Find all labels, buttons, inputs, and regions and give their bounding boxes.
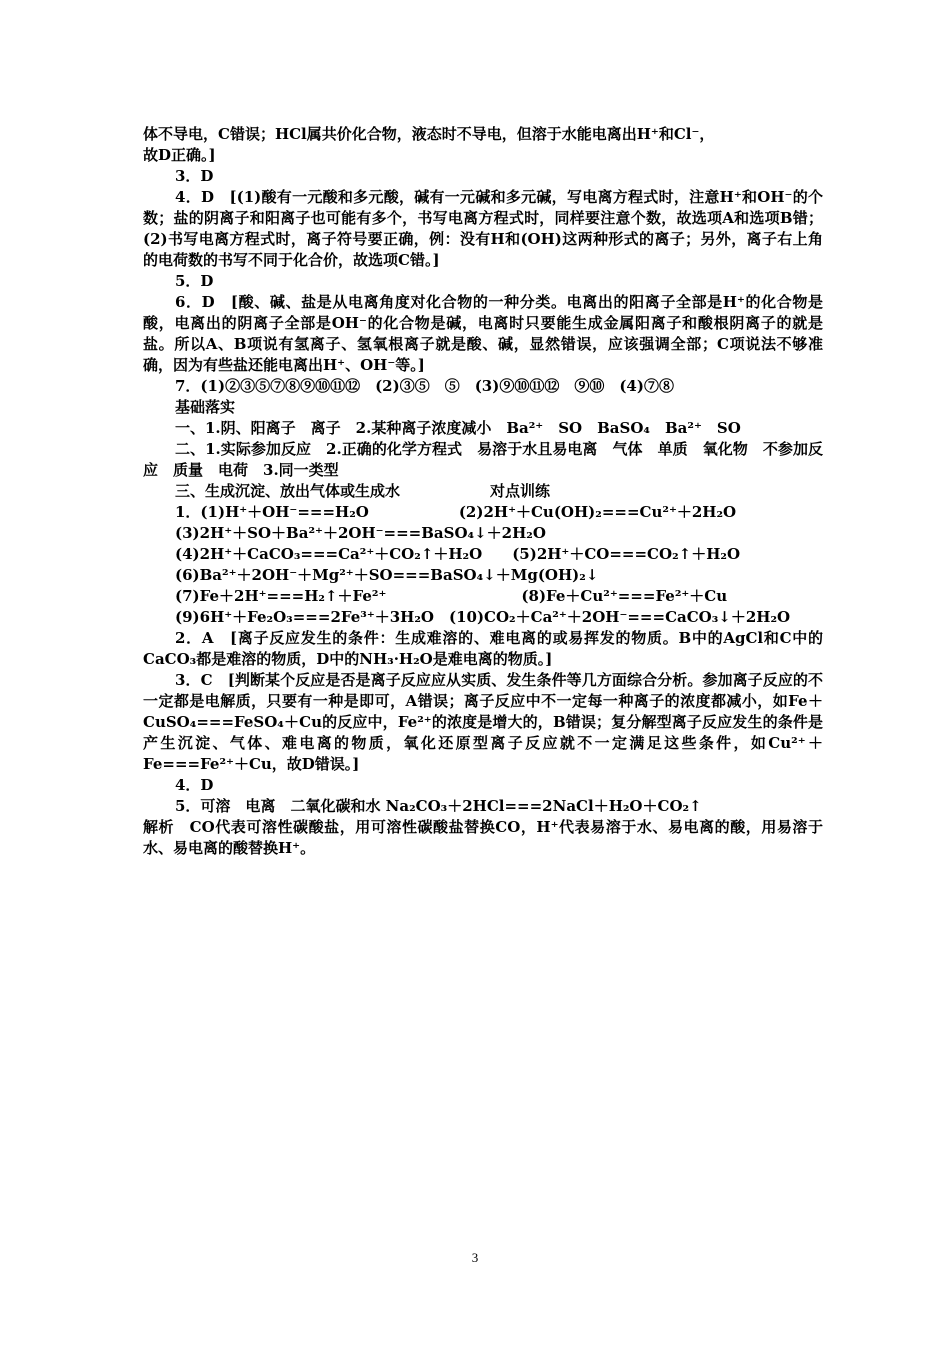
equation-line: (6)Ba²⁺＋2OH⁻＋Mg²⁺＋SO===BaSO₄↓＋Mg(OH)₂↓	[175, 566, 599, 584]
practice-4: 4．D	[175, 776, 214, 794]
equation-line: (9)6H⁺＋Fe₂O₃===2Fe³⁺＋3H₂O (10)CO₂＋Ca²⁺＋2OH⁻===CaCO₃↓＋2H₂O	[175, 608, 791, 626]
practice-5: 5．可溶 电离 二氧化碳和水 Na₂CO₃＋2HCl===2NaCl＋H₂O＋CO₂↑	[175, 797, 702, 815]
practice-2: 2．A [离子反应发生的条件：生成难溶的、难电离的或易挥发的物质。B中的AgCl和C中的CaCO₃都是难溶的物质，D中的NH₃·H₂O是难电离的物质。]	[143, 629, 823, 668]
answer-4: 4．D [(1)酸有一元酸和多元酸，碱有一元碱和多元碱，写电离方程式时，注意H⁺和OH⁻的个数；盐的阴离子和阳离子也可能有多个，书写电离方程式时，同样要注意个数，故选项A和选项B错；(2)书写电离方程式时，离子符号要正确，例：没有H和(OH)这两种形式的离子；另外，离子右上角的电荷数的书写不同于化合价，故选项C错。]	[143, 188, 823, 269]
page-number: 3	[471, 1250, 479, 1265]
text-line: 故D正确。]	[143, 146, 216, 164]
answer-6: 6．D [酸、碱、盐是从电离角度对化合物的一种分类。电离出的阳离子全部是H⁺的化合物是酸，电离出的阴离子全部是OH⁻的化合物是碱，电离时只要能生成金属阳离子和酸根阴离子的就是盐。所以A、B项说有氢离子、氢氧根离子就是酸、碱，显然错误，应该强调全部；C项说法不够准确，因为有些盐还能电离出H⁺、OH⁻等。]	[143, 293, 823, 374]
equation-line: 1．(1)H⁺＋OH⁻===H₂O (2)2H⁺＋Cu(OH)₂===Cu²⁺＋2H₂O	[175, 503, 737, 521]
equation-line: (4)2H⁺＋CaCO₃===Ca²⁺＋CO₂↑＋H₂O (5)2H⁺＋CO===CO₂↑＋H₂O	[175, 545, 741, 563]
answer-text	[143, 124, 823, 859]
answer-3: 3．D	[175, 167, 214, 185]
explanation: 解析 CO代表可溶性碳酸盐，用可溶性碳酸盐替换CO，H⁺代表易溶于水、易电离的酸，用易溶于水、易电离的酸替换H⁺。	[143, 818, 823, 857]
basics-3: 三、生成沉淀、放出气体或生成水 对点训练	[175, 482, 551, 500]
section-heading: 基础落实	[175, 398, 236, 416]
equation-line: (3)2H⁺＋SO＋Ba²⁺＋2OH⁻===BaSO₄↓＋2H₂O	[175, 524, 546, 542]
equation-line: (7)Fe＋2H⁺===H₂↑＋Fe²⁺ (8)Fe＋Cu²⁺===Fe²⁺＋Cu	[175, 587, 728, 605]
basics-1: 一、1.阴、阳离子 离子 2.某种离子浓度减小 Ba²⁺ SO BaSO₄ Ba²⁺ SO	[175, 419, 741, 437]
basics-2: 二、1.实际参加反应 2.正确的化学方程式 易溶于水且易电离 气体 单质 氧化物 不参加反应 质量 电荷 3.同一类型	[143, 440, 823, 479]
answer-7: 7．(1)②③⑤⑦⑧⑨⑩⑪⑫ (2)③⑤ ⑤ (3)⑨⑩⑪⑫ ⑨⑩ (4)⑦⑧	[175, 377, 674, 395]
answer-5: 5．D	[175, 272, 214, 290]
practice-3: 3．C [判断某个反应是否是离子反应应从实质、发生条件等几方面综合分析。参加离子反应的不一定都是电解质，只要有一种是即可，A错误；离子反应中不一定每一种离子的浓度都减小，如Fe＋CuSO₄===FeSO₄＋Cu的反应中，Fe²⁺的浓度是增大的，B错误；复分解型离子反应发生的条件是产生沉淀、气体、难电离的物质，氧化还原型离子反应就不一定满足这些条件，如Cu²⁺＋Fe===Fe²⁺＋Cu，故D错误。]	[143, 671, 823, 773]
text-line: 体不导电，C错误；HCl属共价化合物，液态时不导电，但溶于水能电离出H⁺和Cl⁻，	[143, 125, 715, 143]
